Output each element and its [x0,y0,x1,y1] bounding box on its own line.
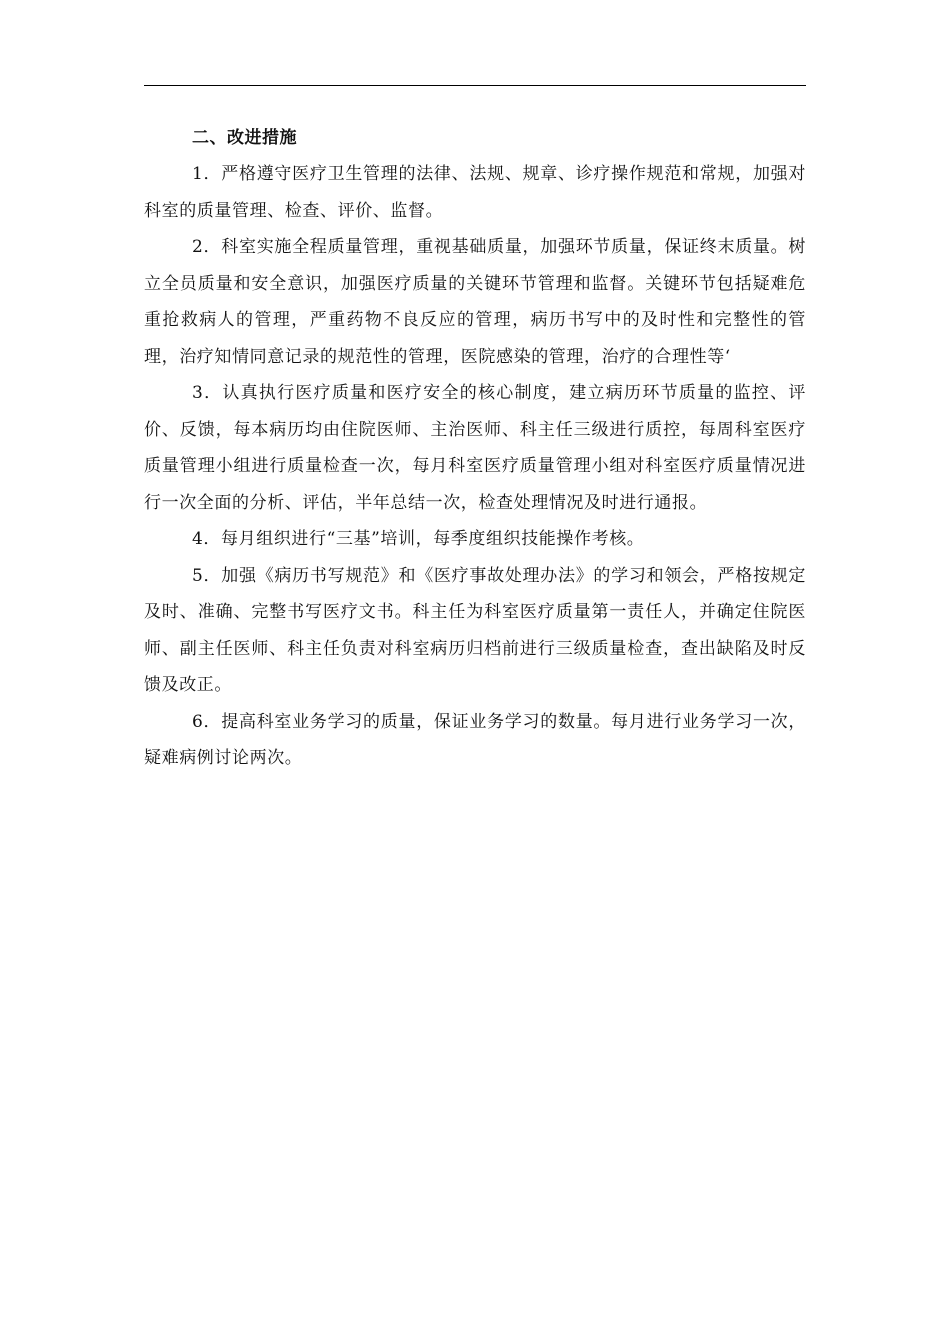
paragraph-2: 2．科室实施全程质量管理，重视基础质量，加强环节质量，保证终末质量。树立全员质量和安全意识，加强医疗质量的关键环节管理和监督。关键环节包括疑难危重抢救病人的管理，严重药物不良反应的管理，病历书写中的及时性和完整性的管理，治疗知情同意记录的规范性的管理，医院感染的管理，治疗的合理性等‘ [144,237,806,367]
header-rule [144,85,806,86]
paragraph-4: 4．每月组织进行“三基”培训，每季度组织技能操作考核。 [192,529,645,549]
document-body [144,120,806,777]
section-title: 二、改进措施 [192,128,297,148]
paragraph-5: 5．加强《病历书写规范》和《医疗事故处理办法》的学习和领会，严格按规定及时、准确、完整书写医疗文书。科主任为科室医疗质量第一责任人，并确定住院医师、副主任医师、科主任负责对科室病历归档前进行三级质量检查，查出缺陷及时反馈及改正。 [144,565,806,695]
paragraph-3: 3．认真执行医疗质量和医疗安全的核心制度，建立病历环节质量的监控、评价、反馈，每本病历均由住院医师、主治医师、科主任三级进行质控，每周科室医疗质量管理小组进行质量检查一次，每月科室医疗质量管理小组对科室医疗质量情况进行一次全面的分析、评估，半年总结一次，检查处理情况及时进行通报。 [144,383,806,513]
paragraph-1: 1．严格遵守医疗卫生管理的法律、法规、规章、诊疗操作规范和常规，加强对科室的质量管理、检查、评价、监督。 [144,164,806,221]
paragraph-6: 6．提高科室业务学习的质量，保证业务学习的数量。每月进行业务学习一次，疑难病例讨论两次。 [144,711,806,768]
